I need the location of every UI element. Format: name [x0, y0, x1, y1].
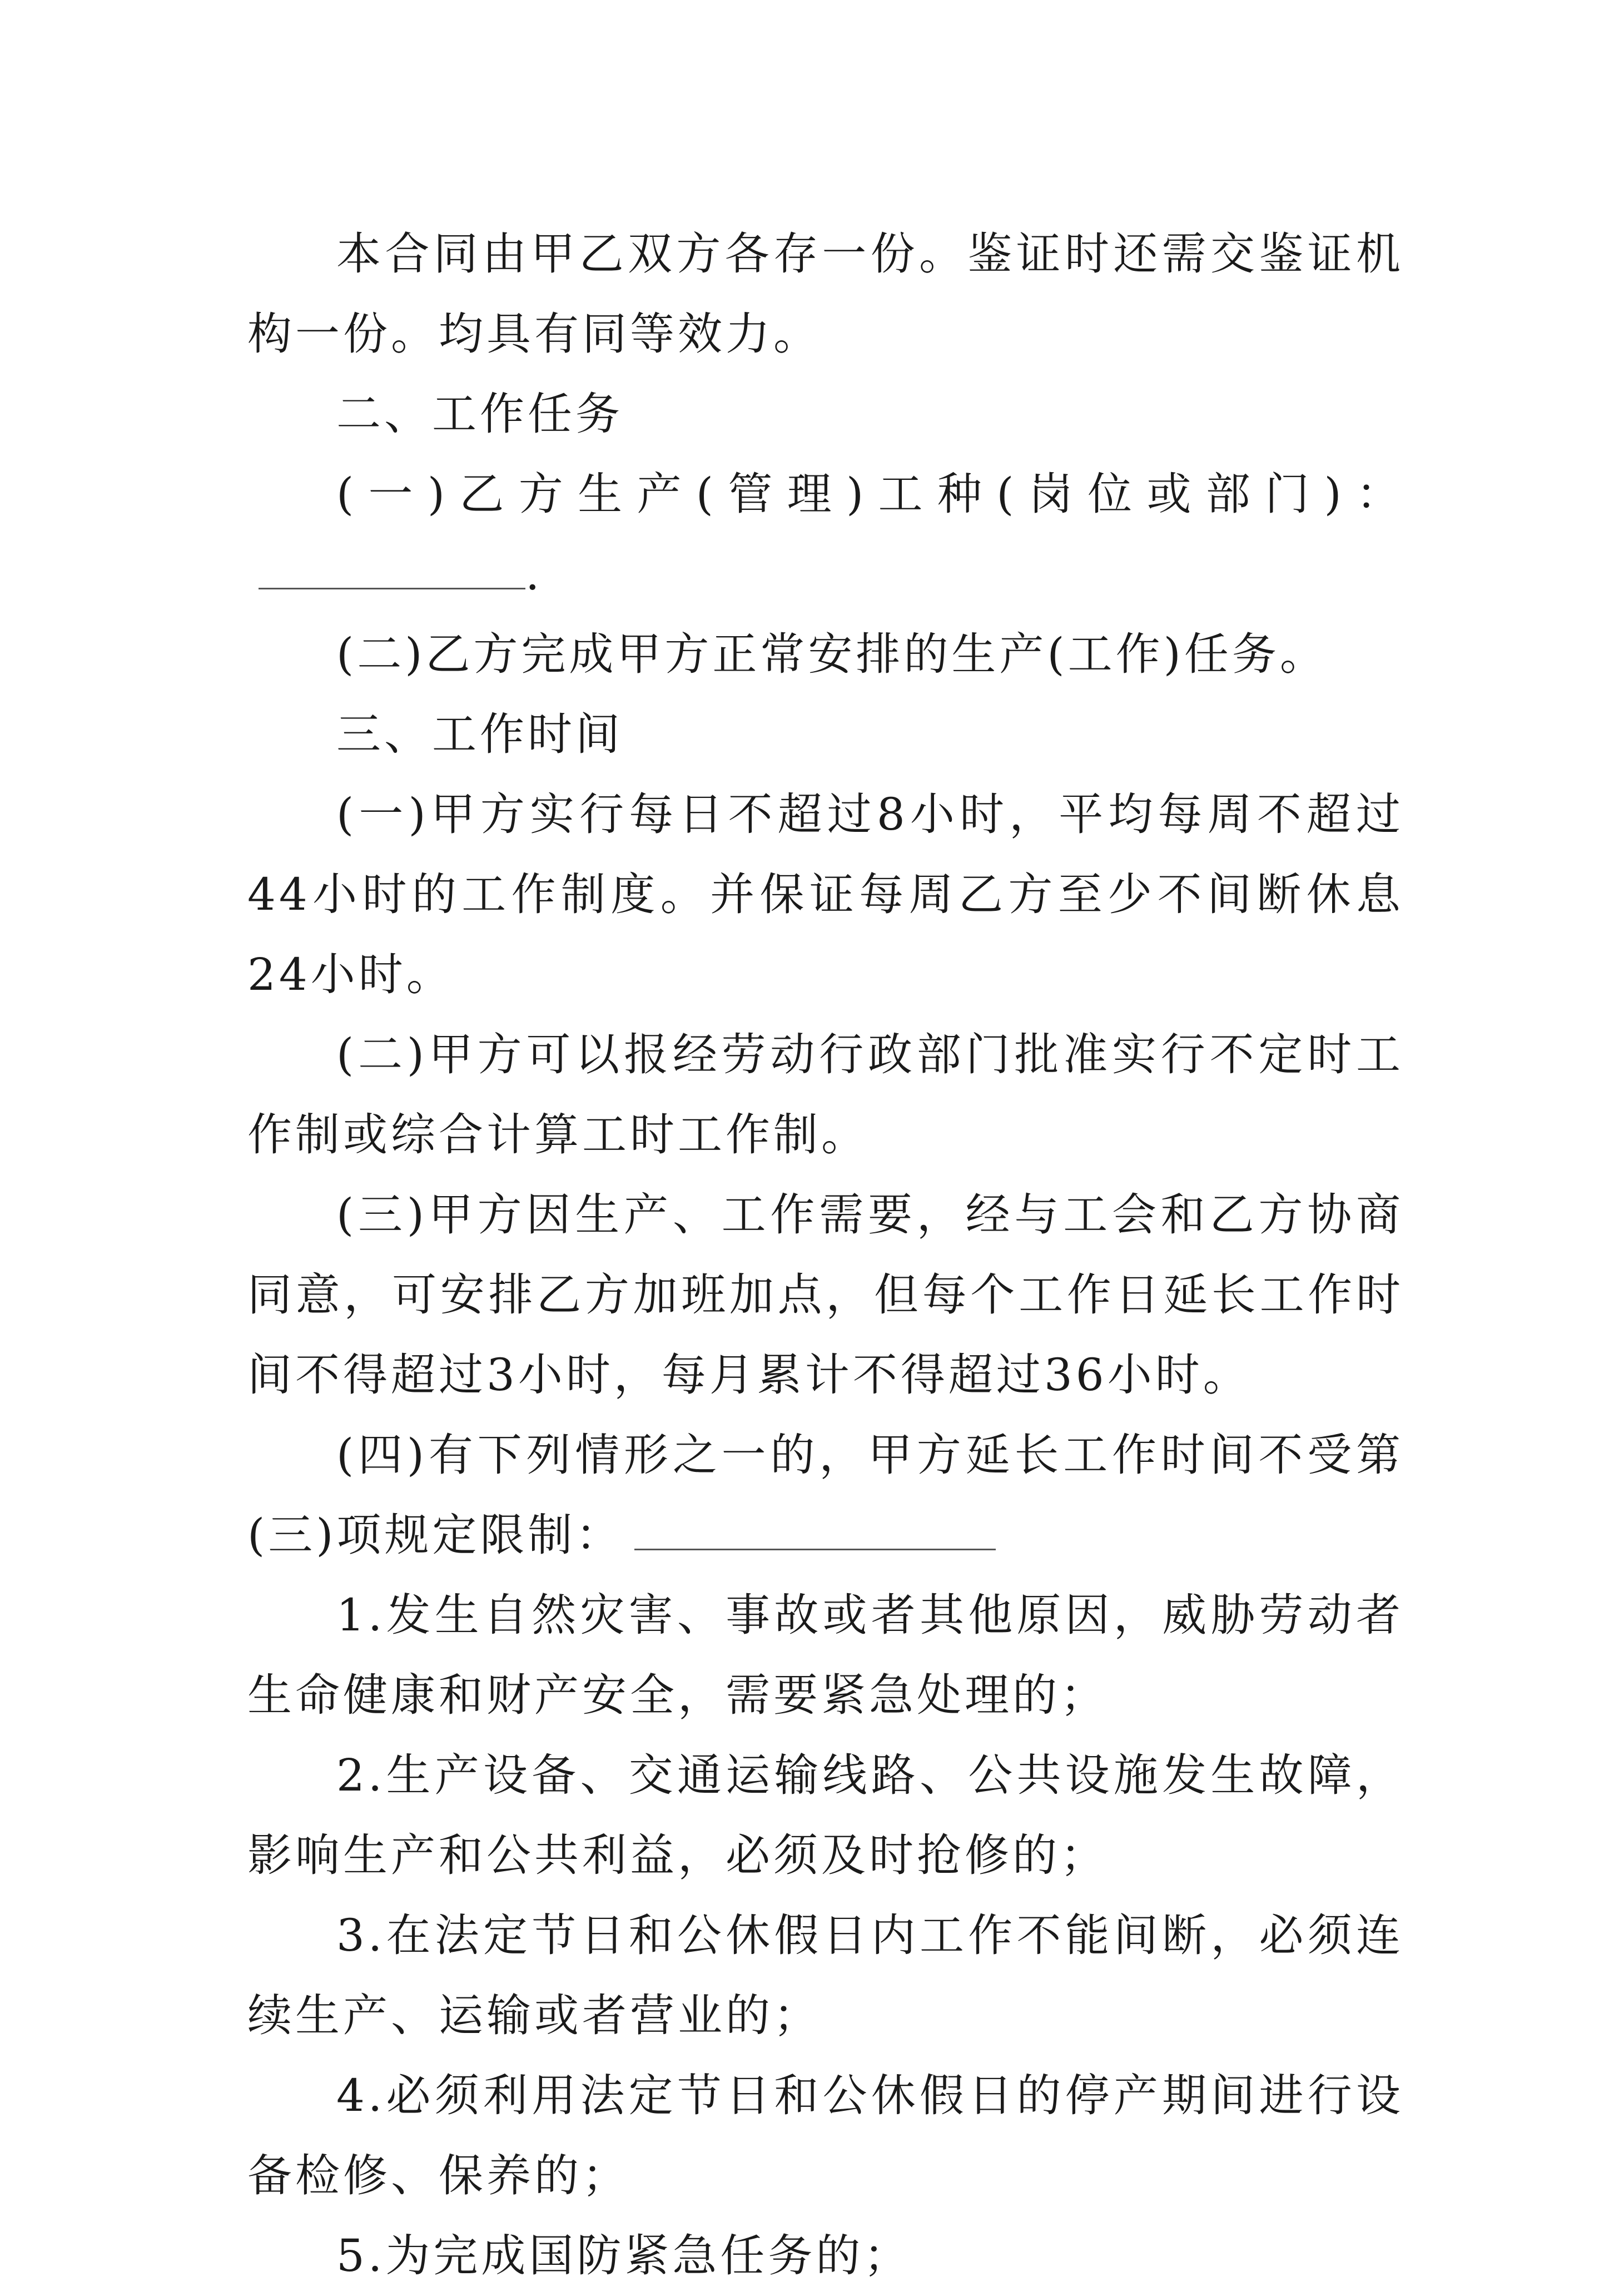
paragraph-flexible-hours [247, 1015, 1404, 1175]
paragraph-overtime-exceptions [247, 1415, 1404, 1575]
list-item-text: 5.为完成国防紧急任务的； [336, 2230, 912, 2282]
list-item-5 [247, 2216, 1404, 2296]
contract-body [247, 214, 1404, 2296]
heading-text: 三、工作时间 [336, 708, 623, 760]
list-item-text: 1.发生自然灾害、事故或者其他原因，威胁劳动者生命健康和财产安全，需要紧急处理的； [247, 1589, 1404, 1721]
paragraph-text: 本合同由甲乙双方各存一份。鉴证时还需交鉴证机构一份。均具有同等效力。 [247, 228, 1404, 360]
list-item-text: 2.生产设备、交通运输线路、公共设施发生故障，影响生产和公共利益，必须及时抢修的； [247, 1749, 1404, 1881]
fill-in-blank-exceptions [634, 1510, 996, 1550]
paragraph-copies-clause [247, 214, 1404, 374]
list-item-4 [247, 2056, 1404, 2216]
paragraph-text: (一)乙方生产(管理)工种(岗位或部门)： [336, 468, 1404, 520]
paragraph-job-type [247, 454, 1404, 614]
paragraph-text: (二)乙方完成甲方正常安排的生产(工作)任务。 [336, 628, 1328, 680]
paragraph-working-hours [247, 775, 1404, 1015]
paragraph-text: (四)有下列情形之一的，甲方延长工作时间不受第(三)项规定限制： [247, 1429, 1404, 1561]
paragraph-text: (三)甲方因生产、工作需要，经与工会和乙方协商同意，可安排乙方加班加点，但每个工作日延长工作时间不得超过3小时，每月累计不得超过36小时。 [247, 1189, 1404, 1401]
paragraph-suffix: . [525, 548, 543, 600]
section-heading-work-time [247, 695, 1404, 775]
heading-text: 二、工作任务 [336, 388, 623, 440]
list-item-2 [247, 1735, 1404, 1896]
fill-in-blank-job-type [259, 549, 525, 589]
paragraph-overtime [247, 1175, 1404, 1415]
paragraph-text: (二)甲方可以报经劳动行政部门批准实行不定时工作制或综合计算工时工作制。 [247, 1029, 1404, 1161]
paragraph-task-completion [247, 614, 1404, 695]
list-item-text: 3.在法定节日和公休假日内工作不能间断，必须连续生产、运输或者营业的； [247, 1910, 1404, 2041]
list-item-text: 4.必须利用法定节日和公休假日的停产期间进行设备检修、保养的； [247, 2070, 1404, 2201]
list-item-1 [247, 1575, 1404, 1735]
list-item-3 [247, 1896, 1404, 2056]
section-heading-work-task [247, 374, 1404, 454]
paragraph-text: (一)甲方实行每日不超过8小时，平均每周不超过44小时的工作制度。并保证每周乙方至少不间断休息24小时。 [247, 789, 1404, 1000]
